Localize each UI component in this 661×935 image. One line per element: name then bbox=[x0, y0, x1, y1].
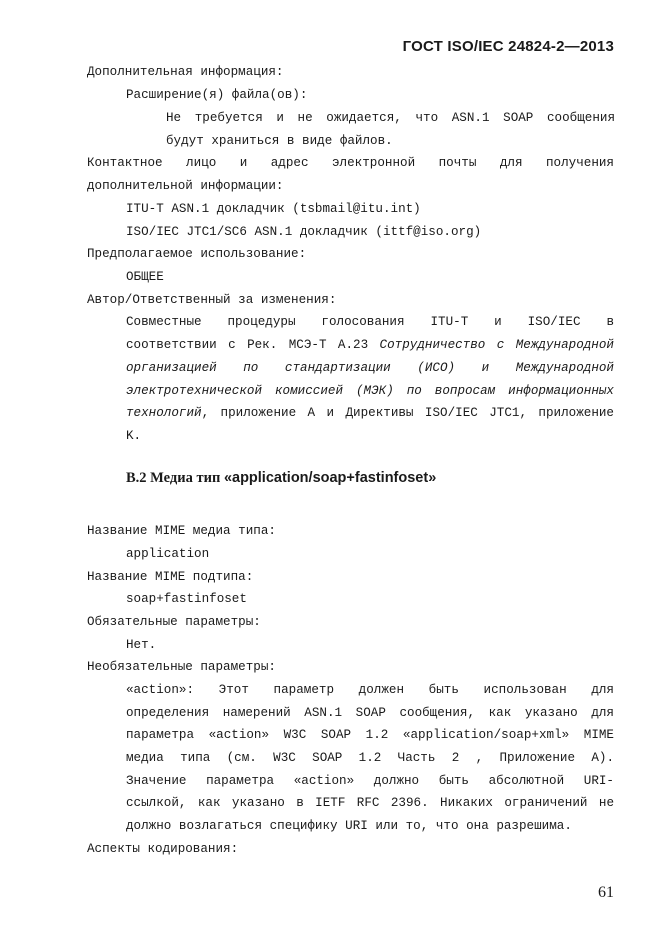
author-text-line bbox=[126, 334, 614, 357]
intended-use-label: Предполагаемое использование: bbox=[87, 247, 307, 261]
author-text-italic: организацией по стандартизации (ИСО) и Международной bbox=[126, 361, 614, 375]
section-heading bbox=[126, 470, 436, 487]
required-params-label: Обязательные параметры: bbox=[87, 615, 261, 629]
optional-text-line: Значение параметра «action» должно быть абсолютной URI- bbox=[126, 774, 614, 788]
additional-info-label: Дополнительная информация: bbox=[87, 65, 284, 79]
optional-text-line: определения намерений ASN.1 SOAP сообщения, как указано для bbox=[126, 706, 614, 720]
optional-text-line: «action»: Этот параметр должен быть использован для bbox=[126, 683, 614, 697]
author-text-line bbox=[126, 380, 614, 403]
contact-itu: ITU-T ASN.1 докладчик (tsbmail@itu.int) bbox=[126, 202, 421, 216]
file-extension-text-line: будут храниться в виде файлов. bbox=[166, 134, 393, 148]
mime-subtype-value: soap+fastinfoset bbox=[126, 592, 247, 606]
author-text-plain: , приложение А и Директивы ISO/IEC JTC1, приложение bbox=[201, 406, 614, 420]
author-text-plain: соответствии с Рек. МСЭ-Т А.23 bbox=[126, 338, 380, 352]
section-media-type: «application/soap+fastinfoset» bbox=[223, 470, 437, 486]
mime-type-label: Название MIME медиа типа: bbox=[87, 524, 276, 538]
mime-subtype-label: Название MIME подтипа: bbox=[87, 570, 254, 584]
optional-text-line: ссылкой, как указано в IETF RFC 2396. Никаких ограничений не bbox=[126, 796, 614, 810]
encoding-label: Аспекты кодирования: bbox=[87, 842, 239, 856]
file-extension-label: Расширение(я) файла(ов): bbox=[126, 88, 308, 102]
author-text-line bbox=[126, 402, 614, 425]
optional-text-line: параметра «action» W3C SOAP 1.2 «application/soap+xml» MIME bbox=[126, 728, 614, 742]
author-text-italic: электротехнической комиссией (МЭК) по вопросам информационных bbox=[126, 384, 614, 398]
file-extension-text-line: Не требуется и не ожидается, что ASN.1 SOAP сообщения bbox=[166, 111, 615, 125]
contact-text-line: Контактное лицо и адрес электронной почты для получения bbox=[87, 156, 614, 170]
document-header: ГОСТ ISO/IEC 24824-2—2013 bbox=[402, 38, 614, 55]
author-label: Автор/Ответственный за изменения: bbox=[87, 293, 337, 307]
optional-text-line: медиа типа (см. W3C SOAP 1.2 Часть 2 , Приложение А). bbox=[126, 751, 614, 765]
optional-text-line: должно возлагаться специфику URI или то, что она разрешима. bbox=[126, 819, 572, 833]
author-text-line: Совместные процедуры голосования ITU-T и ISO/IEC в bbox=[126, 315, 614, 329]
optional-params-label: Необязательные параметры: bbox=[87, 660, 276, 674]
intended-use-value: ОБЩЕЕ bbox=[126, 270, 164, 284]
section-number: B.2 Медиа тип bbox=[126, 470, 224, 486]
author-text-line bbox=[126, 357, 614, 380]
author-text-line: K. bbox=[126, 429, 142, 443]
author-text-italic: технологий bbox=[126, 406, 202, 420]
mime-type-value: application bbox=[126, 547, 210, 561]
required-params-value: Нет. bbox=[126, 638, 157, 652]
contact-iso: ISO/IEC JTC1/SC6 ASN.1 докладчик (ittf@iso.org) bbox=[126, 225, 482, 239]
author-text-italic: Сотрудничество с Международной bbox=[379, 338, 614, 352]
page-number: 61 bbox=[598, 884, 614, 901]
contact-text-line: дополнительной информации: bbox=[87, 179, 284, 193]
